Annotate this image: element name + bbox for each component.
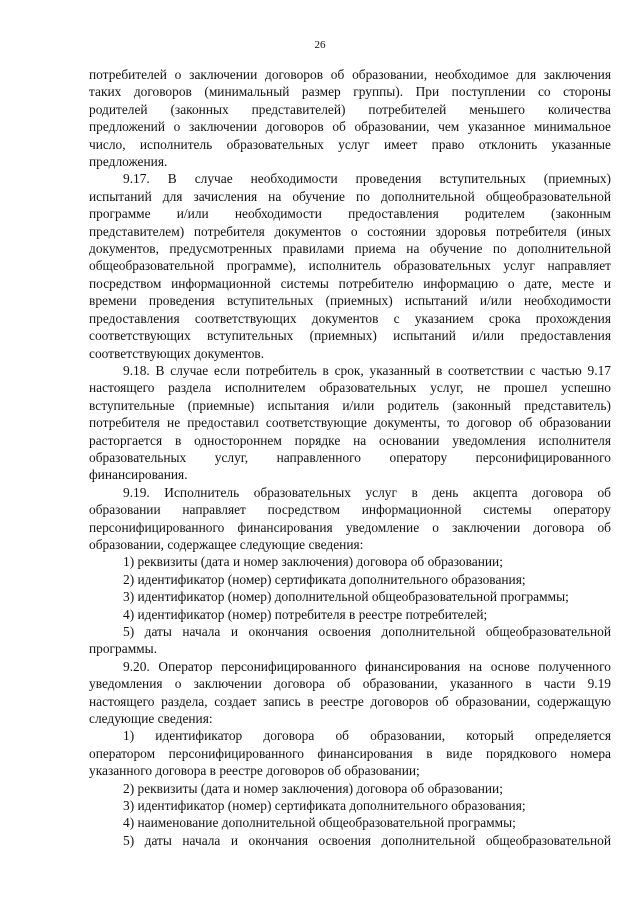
text-line: программе и/или необходимости предоставления родителем (законным <box>89 206 611 222</box>
text-line: число, исполнитель образовательных услуг имеет право отклонить указанные <box>89 136 611 152</box>
text-line: посредством информационной системы потребителю информацию о дате, месте и <box>89 275 611 291</box>
text-line: уведомления о заключении договора об образовании, указанного в части 9.19 <box>89 676 611 692</box>
text-line: общеобразовательной программе), исполнитель образовательных услуг направляет <box>89 258 611 274</box>
text-line: 2) реквизиты (дата и номер заключения) договора об образовании; <box>123 780 503 796</box>
text-line: 1) идентификатор договора об образовании, который определяется <box>123 728 611 744</box>
text-line: предложений о заключении договоров об образовании, чем указанное минимальное <box>89 119 611 135</box>
text-line: 9.17. В случае необходимости проведения вступительных (приемных) <box>123 171 611 187</box>
text-line: персонифицированного финансирования уведомление о заключении договора об <box>89 519 611 535</box>
page-number: 26 <box>314 39 326 51</box>
text-line: расторгается в одностороннем порядке на основании уведомления исполнителя <box>89 432 611 448</box>
text-line: представителем) потребителя документов о состоянии здоровья потребителя (иных <box>89 223 611 239</box>
text-line: потребителя не предоставил соответствующие документы, то договор об образовании <box>89 415 611 431</box>
text-line: таких договоров (минимальный размер группы). При поступлении со стороны <box>89 84 611 100</box>
text-line: образовательных услуг, направленного оператору персонифицированного <box>89 449 611 465</box>
text-line: 9.18. В случае если потребитель в срок, указанный в соответствии с частью 9.17 <box>123 362 611 378</box>
text-line: времени проведения вступительных (приемных) испытаний и/или необходимости <box>89 293 611 309</box>
text-line: программы. <box>89 641 157 657</box>
text-line: родителей (законных представителей) потребителей меньшего количества <box>89 101 611 117</box>
text-line: образовании, содержащее следующие сведения: <box>89 536 364 552</box>
text-line: вступительные (приемные) испытания и/или родитель (законный представитель) <box>89 397 611 413</box>
text-line: 1) реквизиты (дата и номер заключения) договора об образовании; <box>123 554 503 570</box>
text-line: потребителей о заключении договоров об образовании, необходимое для заключения <box>89 67 611 82</box>
text-line: указанного договора в реестре договоров об образовании; <box>89 763 420 779</box>
text-line: соответствующих документов. <box>89 345 265 361</box>
text-line: испытаний для зачисления на обучение по дополнительной общеобразовательной <box>89 188 611 204</box>
text-line: оператором персонифицированного финансирования в виде порядкового номера <box>89 745 611 761</box>
text-line: 5) даты начала и окончания освоения дополнительной общеобразовательной <box>123 832 611 848</box>
text-line: финансирования. <box>89 467 188 483</box>
text-line: образовании направляет посредством информационной системы оператору <box>89 502 611 518</box>
text-line: предоставления соответствующих документов с указанием срока прохождения <box>89 310 611 326</box>
text-line: настоящего раздела исполнителем образовательных услуг, не прошел успешно <box>89 380 611 396</box>
text-line: следующие сведения: <box>89 711 213 727</box>
text-line: настоящего раздела, создает запись в реестре договоров об образовании, содержащую <box>89 693 611 709</box>
text-line: соответствующих вступительных (приемных) испытаний и/или предоставления <box>89 328 611 344</box>
text-line: 2) идентификатор (номер) сертификата дополнительного образования; <box>123 571 526 587</box>
text-line: 4) наименование дополнительной общеобразовательной программы; <box>123 815 516 831</box>
text-line: 9.20. Оператор персонифицированного финансирования на основе полученного <box>123 658 611 674</box>
text-line: 3) идентификатор (номер) дополнительной общеобразовательной программы; <box>123 589 569 605</box>
text-line: 3) идентификатор (номер) сертификата дополнительного образования; <box>123 798 526 814</box>
text-line: 4) идентификатор (номер) потребителя в реестре потребителей; <box>123 606 488 622</box>
text-line: 9.19. Исполнитель образовательных услуг в день акцепта договора об <box>123 484 611 500</box>
text-line: 5) даты начала и окончания освоения дополнительной общеобразовательной <box>123 624 611 639</box>
document-body <box>89 66 611 849</box>
text-line: документов, предусмотренных правилами приема на обучение по дополнительной <box>89 241 611 257</box>
text-line: предложения. <box>89 154 168 170</box>
